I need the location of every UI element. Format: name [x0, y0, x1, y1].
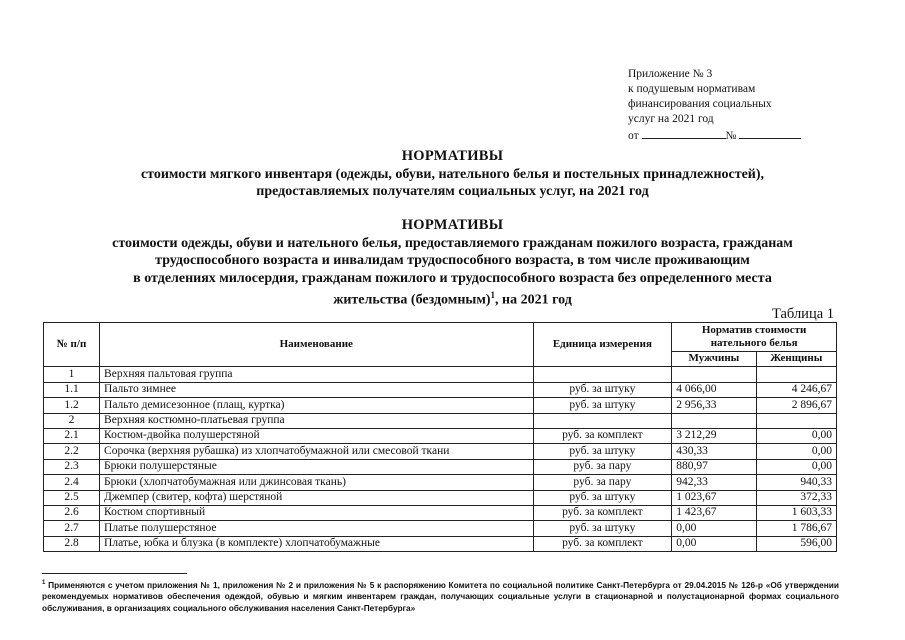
row-women-value: 1 603,33 [756, 505, 836, 520]
row-women-value [756, 413, 836, 428]
row-men-value [672, 367, 756, 382]
header-unit: Единица измерения [533, 323, 672, 367]
header-norm: Норматив стоимости нательного белья [672, 323, 837, 352]
row-men-value: 942,33 [672, 475, 756, 490]
row-name: Пальто зимнее [100, 382, 533, 397]
table-row [44, 367, 837, 382]
footnote-marker: 1 [42, 580, 46, 586]
heading-1-title: НОРМАТИВЫ [401, 148, 504, 164]
row-name: Джемпер (свитер, кофта) шерстяной [100, 490, 533, 505]
heading-2-line-1: стоимости одежды, обуви и нательного белья, предоставляемого гражданам пожилого возраста, гражданам [112, 235, 793, 251]
row-name: Верхняя пальтовая группа [100, 367, 533, 382]
date-blank [642, 127, 726, 139]
row-men-value: 1 023,67 [672, 490, 756, 505]
row-women-value: 4 246,67 [756, 382, 836, 397]
row-num: 2.5 [44, 490, 100, 505]
row-unit: руб. за комплект [533, 536, 672, 551]
row-unit: руб. за штуку [533, 444, 672, 459]
row-num: 2.6 [44, 505, 100, 520]
row-unit: руб. за штуку [533, 521, 672, 536]
row-unit [533, 367, 672, 382]
row-women-value: 2 896,67 [756, 398, 836, 413]
appendix-date-number [628, 127, 828, 144]
row-num: 1 [44, 367, 100, 382]
row-num: 2.4 [44, 475, 100, 490]
table-row [44, 521, 837, 536]
row-men-value: 430,33 [672, 444, 756, 459]
row-name: Верхняя костюмно-платьевая группа [100, 413, 533, 428]
heading-1-line-2: предоставляемых получателям социальных услуг, на 2021 год [256, 184, 649, 199]
heading-2-line-4-text: жительства (бездомным) [333, 292, 491, 308]
table-label: Таблица 1 [772, 306, 835, 322]
row-name: Пальто демисезонное (плащ, куртка) [100, 398, 533, 413]
row-women-value: 0,00 [756, 459, 836, 474]
heading-1-line-1: стоимости мягкого инвентаря (одежды, обуви, нательного белья и постельных принадлежностей), [140, 166, 765, 182]
row-name: Платье, юбка и блузка (в комплекте) хлопчатобумажные [100, 536, 533, 551]
row-men-value: 0,00 [672, 521, 756, 536]
number-label: № [725, 130, 737, 142]
row-num: 2.7 [44, 521, 100, 536]
table-row [44, 459, 837, 474]
row-women-value: 596,00 [756, 536, 836, 551]
row-men-value: 4 066,00 [672, 382, 756, 397]
row-women-value: 1 786,67 [756, 521, 836, 536]
row-unit: руб. за штуку [533, 398, 672, 413]
appendix-line-2: к подушевым нормативам [628, 83, 756, 95]
row-men-value: 3 212,29 [672, 428, 756, 443]
row-men-value [672, 413, 756, 428]
header-men: Мужчины [672, 352, 756, 367]
table-row [44, 413, 837, 428]
appendix-line-4: услуг на 2021 год [628, 113, 714, 125]
table-row [44, 536, 837, 551]
table-row [44, 428, 837, 443]
from-label: от [628, 130, 639, 142]
row-unit: руб. за комплект [533, 428, 672, 443]
table-body [44, 367, 837, 552]
row-women-value: 372,33 [756, 490, 836, 505]
footnote-divider [42, 573, 187, 574]
norms-table [43, 322, 837, 552]
row-unit: руб. за штуку [533, 382, 672, 397]
appendix-block [628, 67, 828, 144]
table-row [44, 490, 837, 505]
appendix-line-1: Приложение № 3 [628, 68, 713, 80]
row-unit: руб. за пару [533, 475, 672, 490]
row-num: 1.2 [44, 398, 100, 413]
row-men-value: 880,97 [672, 459, 756, 474]
row-name: Брюки полушерстяные [100, 459, 533, 474]
table-header-row [44, 323, 837, 352]
footnote-ref: 1 [490, 290, 496, 300]
row-name: Костюм спортивный [100, 505, 533, 520]
row-unit [533, 413, 672, 428]
row-unit: руб. за пару [533, 459, 672, 474]
footnote-text: Применяются с учетом приложения № 1, приложения № 2 и приложения № 5 к распоряжению Комитета по социальной политике Санкт-Петербурга от 29.04.2015 № 126-р «Об утверждении рекомендуемых нормативов обеспечения одеждой, обувью и мягким инвентарем граждан, получающих социальные услуги в стационарной и полустационарной формах социального обслуживания, в организациях социального обслуживания населения Санкт-Петербурга» [42, 579, 839, 613]
heading-2 [20, 217, 885, 309]
heading-1 [20, 148, 885, 201]
row-name: Костюм-двойка полушерстяной [100, 428, 533, 443]
header-women: Женщины [756, 352, 836, 367]
heading-2-line-4 [20, 287, 885, 309]
row-num: 2.8 [44, 536, 100, 551]
row-women-value [756, 367, 836, 382]
row-men-value: 0,00 [672, 536, 756, 551]
heading-2-line-2: трудоспособного возраста и инвалидам трудоспособного возраста, в том числе проживающим [155, 253, 750, 268]
appendix-line-3: финансирования социальных [628, 98, 772, 110]
row-num: 2 [44, 413, 100, 428]
table-row [44, 444, 837, 459]
header-num: № п/п [44, 323, 100, 367]
row-men-value: 2 956,33 [672, 398, 756, 413]
row-num: 2.1 [44, 428, 100, 443]
heading-2-line-4-end: , на 2021 год [495, 292, 572, 308]
table-row [44, 398, 837, 413]
table-row [44, 505, 837, 520]
row-unit: руб. за комплект [533, 505, 672, 520]
heading-2-title: НОРМАТИВЫ [401, 217, 504, 233]
row-women-value: 940,33 [756, 475, 836, 490]
row-name: Платье полушерстяное [100, 521, 533, 536]
row-num: 1.1 [44, 382, 100, 397]
row-unit: руб. за штуку [533, 490, 672, 505]
row-num: 2.3 [44, 459, 100, 474]
table-row [44, 382, 837, 397]
number-blank [739, 127, 801, 139]
footnote [42, 578, 839, 614]
row-women-value: 0,00 [756, 428, 836, 443]
table-row [44, 475, 837, 490]
row-name: Брюки (хлопчатобумажная или джинсовая ткань) [100, 475, 533, 490]
header-name: Наименование [100, 323, 533, 367]
row-women-value: 0,00 [756, 444, 836, 459]
row-num: 2.2 [44, 444, 100, 459]
heading-2-line-3: в отделениях милосердия, гражданам пожилого и трудоспособного возраста без определенного места [133, 270, 772, 286]
row-name: Сорочка (верхняя рубашка) из хлопчатобумажной или смесовой ткани [100, 444, 533, 459]
row-men-value: 1 423,67 [672, 505, 756, 520]
